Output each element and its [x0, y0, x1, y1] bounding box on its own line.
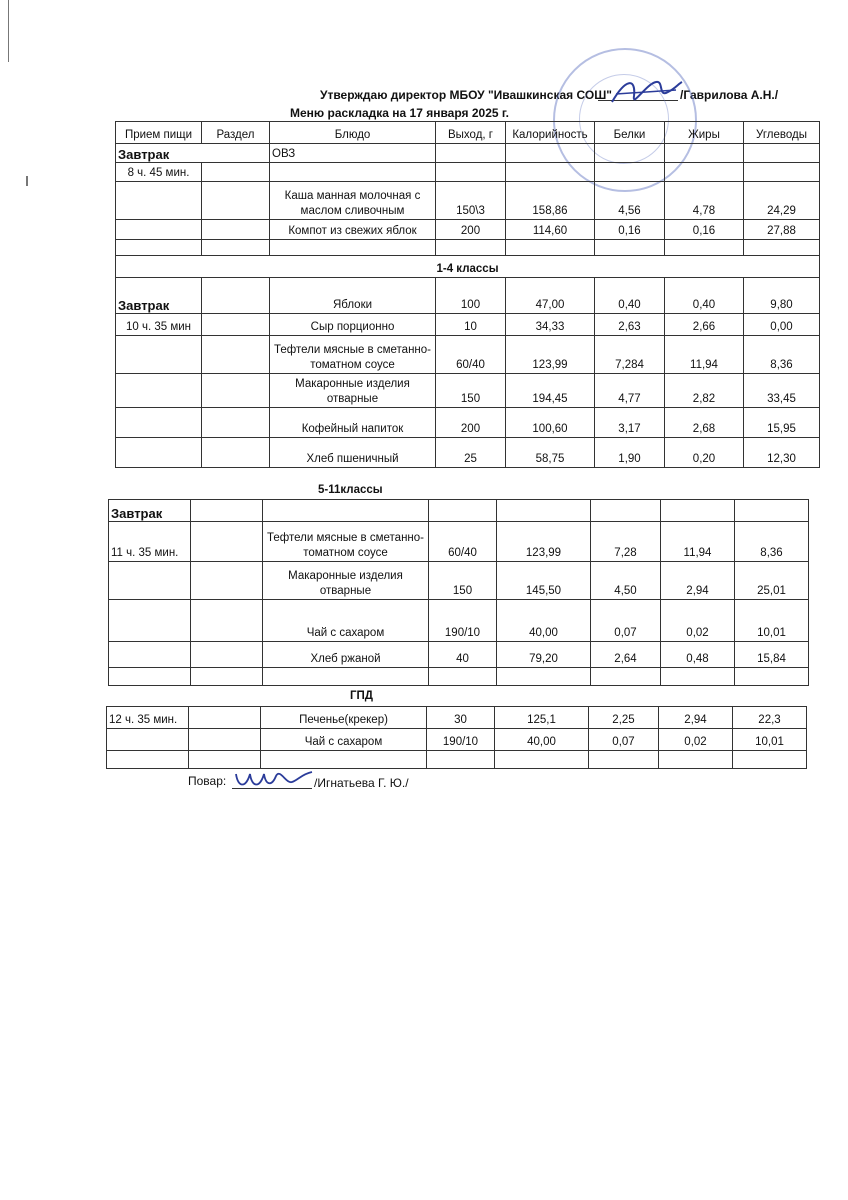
- dish-protein: 0,07: [589, 729, 659, 751]
- dish-carbs: 33,45: [744, 374, 820, 408]
- dish-fat: 2,66: [665, 314, 744, 336]
- table-row: [116, 144, 820, 163]
- dish-protein: 2,63: [595, 314, 665, 336]
- dish-output: 200: [436, 408, 506, 438]
- dish-kcal: 145,50: [497, 562, 591, 600]
- dish-output: 60/40: [429, 522, 497, 562]
- dish-output: 150: [436, 374, 506, 408]
- dish-output: 30: [427, 707, 495, 729]
- dish-output: 100: [436, 278, 506, 314]
- section-caption: 1-4 классы: [116, 256, 820, 278]
- dish-name: Чай с сахаром: [261, 729, 427, 751]
- dish-kcal: 123,99: [497, 522, 591, 562]
- dish-carbs: 8,36: [744, 336, 820, 374]
- dish-protein: 4,50: [591, 562, 661, 600]
- dish-fat: 0,02: [659, 729, 733, 751]
- dish-name: Хлеб ржаной: [263, 642, 429, 668]
- dish-fat: 2,68: [665, 408, 744, 438]
- dish-carbs: 15,95: [744, 408, 820, 438]
- col-header-dish: Блюдо: [270, 122, 436, 144]
- dish-name: Чай с сахаром: [263, 600, 429, 642]
- dish-output: 150\3: [436, 182, 506, 220]
- dish-protein: 7,284: [595, 336, 665, 374]
- director-name: /Гаврилова А.Н./: [680, 88, 779, 102]
- dish-fat: 2,94: [659, 707, 733, 729]
- dish-fat: 2,82: [665, 374, 744, 408]
- table-row: [116, 240, 820, 256]
- table-row: [116, 438, 820, 468]
- dish-protein: 0,07: [591, 600, 661, 642]
- dish-carbs: 24,29: [744, 182, 820, 220]
- table-row: [116, 163, 820, 182]
- col-header-output: Выход, г: [436, 122, 506, 144]
- dish-kcal: 123,99: [506, 336, 595, 374]
- scan-dot-mark: [26, 176, 28, 186]
- dish-name: Компот из свежих яблок: [270, 220, 436, 240]
- dish-fat: 4,78: [665, 182, 744, 220]
- dish-fat: 11,94: [665, 336, 744, 374]
- dish-protein: 1,90: [595, 438, 665, 468]
- dish-output: 200: [436, 220, 506, 240]
- meal-label: Завтрак: [116, 278, 202, 314]
- dish-carbs: 0,00: [744, 314, 820, 336]
- dish-carbs: 22,3: [733, 707, 807, 729]
- dish-name: Тефтели мясные в сметанно-томатном соусе: [270, 336, 436, 374]
- dish-protein: 0,40: [595, 278, 665, 314]
- table-row: [107, 707, 807, 729]
- table-row: [109, 562, 809, 600]
- dish-fat: 11,94: [661, 522, 735, 562]
- col-header-kcal: Калорийность: [506, 122, 595, 144]
- col-header-fat: Жиры: [665, 122, 744, 144]
- table-row: [109, 600, 809, 642]
- dish-carbs: 27,88: [744, 220, 820, 240]
- table-gpd: [106, 706, 807, 769]
- dish-output: 150: [429, 562, 497, 600]
- dish-protein: 2,25: [589, 707, 659, 729]
- table-5-11: [108, 499, 809, 686]
- section-caption-5-11: 5-11классы: [318, 484, 383, 496]
- dish-kcal: 47,00: [506, 278, 595, 314]
- dish-protein: 0,16: [595, 220, 665, 240]
- dish-protein: 7,28: [591, 522, 661, 562]
- meal-time: 12 ч. 35 мин.: [107, 707, 189, 729]
- cook-signature: [232, 764, 316, 794]
- dish-kcal: 125,1: [495, 707, 589, 729]
- dish-name: Сыр порционно: [270, 314, 436, 336]
- approval-text: Утверждаю директор МБОУ "Ивашкинская СОШ": [320, 88, 612, 102]
- dish-kcal: 40,00: [497, 600, 591, 642]
- table-header-row: [116, 122, 820, 144]
- dish-name: Хлеб пшеничный: [270, 438, 436, 468]
- col-header-meal: Прием пищи: [116, 122, 202, 144]
- table-row: [107, 729, 807, 751]
- table-row: [109, 642, 809, 668]
- dish-fat: 0,20: [665, 438, 744, 468]
- dish-protein: 3,17: [595, 408, 665, 438]
- dish-kcal: 194,45: [506, 374, 595, 408]
- dish-kcal: 158,86: [506, 182, 595, 220]
- dish-fat: 2,94: [661, 562, 735, 600]
- dish-output: 60/40: [436, 336, 506, 374]
- dish-kcal: 114,60: [506, 220, 595, 240]
- section-caption-gpd: ГПД: [350, 690, 373, 702]
- table-row: [116, 278, 820, 314]
- dish-output: 190/10: [429, 600, 497, 642]
- dish-kcal: 100,60: [506, 408, 595, 438]
- table-row: [116, 374, 820, 408]
- table-ovz-1-4: [115, 121, 820, 468]
- table-row: [116, 408, 820, 438]
- meal-time: 8 ч. 45 мин.: [116, 163, 202, 182]
- page-title: Меню раскладка на 17 января 2025 г.: [290, 106, 510, 120]
- cook-label: Повар:: [188, 774, 227, 788]
- dish-carbs: 15,84: [735, 642, 809, 668]
- col-header-carbs: Углеводы: [744, 122, 820, 144]
- dish-protein: 4,77: [595, 374, 665, 408]
- section-label: ОВЗ: [270, 144, 436, 163]
- table-row: [116, 336, 820, 374]
- table-row: [116, 220, 820, 240]
- dish-name: Кофейный напиток: [270, 408, 436, 438]
- dish-fat: 0,48: [661, 642, 735, 668]
- dish-output: 40: [429, 642, 497, 668]
- dish-kcal: 79,20: [497, 642, 591, 668]
- dish-carbs: 8,36: [735, 522, 809, 562]
- dish-name: Тефтели мясные в сметанно-томатном соусе: [263, 522, 429, 562]
- dish-output: 10: [436, 314, 506, 336]
- dish-fat: 0,40: [665, 278, 744, 314]
- table-row: [109, 500, 809, 522]
- dish-carbs: 10,01: [735, 600, 809, 642]
- dish-name: Яблоки: [270, 278, 436, 314]
- dish-fat: 0,02: [661, 600, 735, 642]
- scan-edge-mark: [8, 0, 9, 62]
- dish-output: 190/10: [427, 729, 495, 751]
- dish-name: Печенье(крекер): [261, 707, 427, 729]
- table-row: [116, 182, 820, 220]
- meal-time: 10 ч. 35 мин: [116, 314, 202, 336]
- meal-label: Завтрак: [116, 144, 270, 163]
- dish-kcal: 34,33: [506, 314, 595, 336]
- dish-output: 25: [436, 438, 506, 468]
- dish-kcal: 40,00: [495, 729, 589, 751]
- dish-protein: 2,64: [591, 642, 661, 668]
- dish-fat: 0,16: [665, 220, 744, 240]
- dish-protein: 4,56: [595, 182, 665, 220]
- meal-time: 11 ч. 35 мин.: [109, 522, 191, 562]
- dish-name: Макаронные изделия отварные: [270, 374, 436, 408]
- dish-carbs: 12,30: [744, 438, 820, 468]
- dish-kcal: 58,75: [506, 438, 595, 468]
- dish-name: Макаронные изделия отварные: [263, 562, 429, 600]
- dish-name: Каша манная молочная с маслом сливочным: [270, 182, 436, 220]
- section-caption-row: [116, 256, 820, 278]
- col-header-section: Раздел: [202, 122, 270, 144]
- table-row: [109, 668, 809, 686]
- dish-carbs: 10,01: [733, 729, 807, 751]
- dish-carbs: 25,01: [735, 562, 809, 600]
- col-header-protein: Белки: [595, 122, 665, 144]
- table-row: [107, 751, 807, 769]
- cook-name: /Игнатьева Г. Ю./: [314, 776, 409, 790]
- table-row: [109, 522, 809, 562]
- meal-label: Завтрак: [109, 500, 191, 522]
- table-row: [116, 314, 820, 336]
- dish-carbs: 9,80: [744, 278, 820, 314]
